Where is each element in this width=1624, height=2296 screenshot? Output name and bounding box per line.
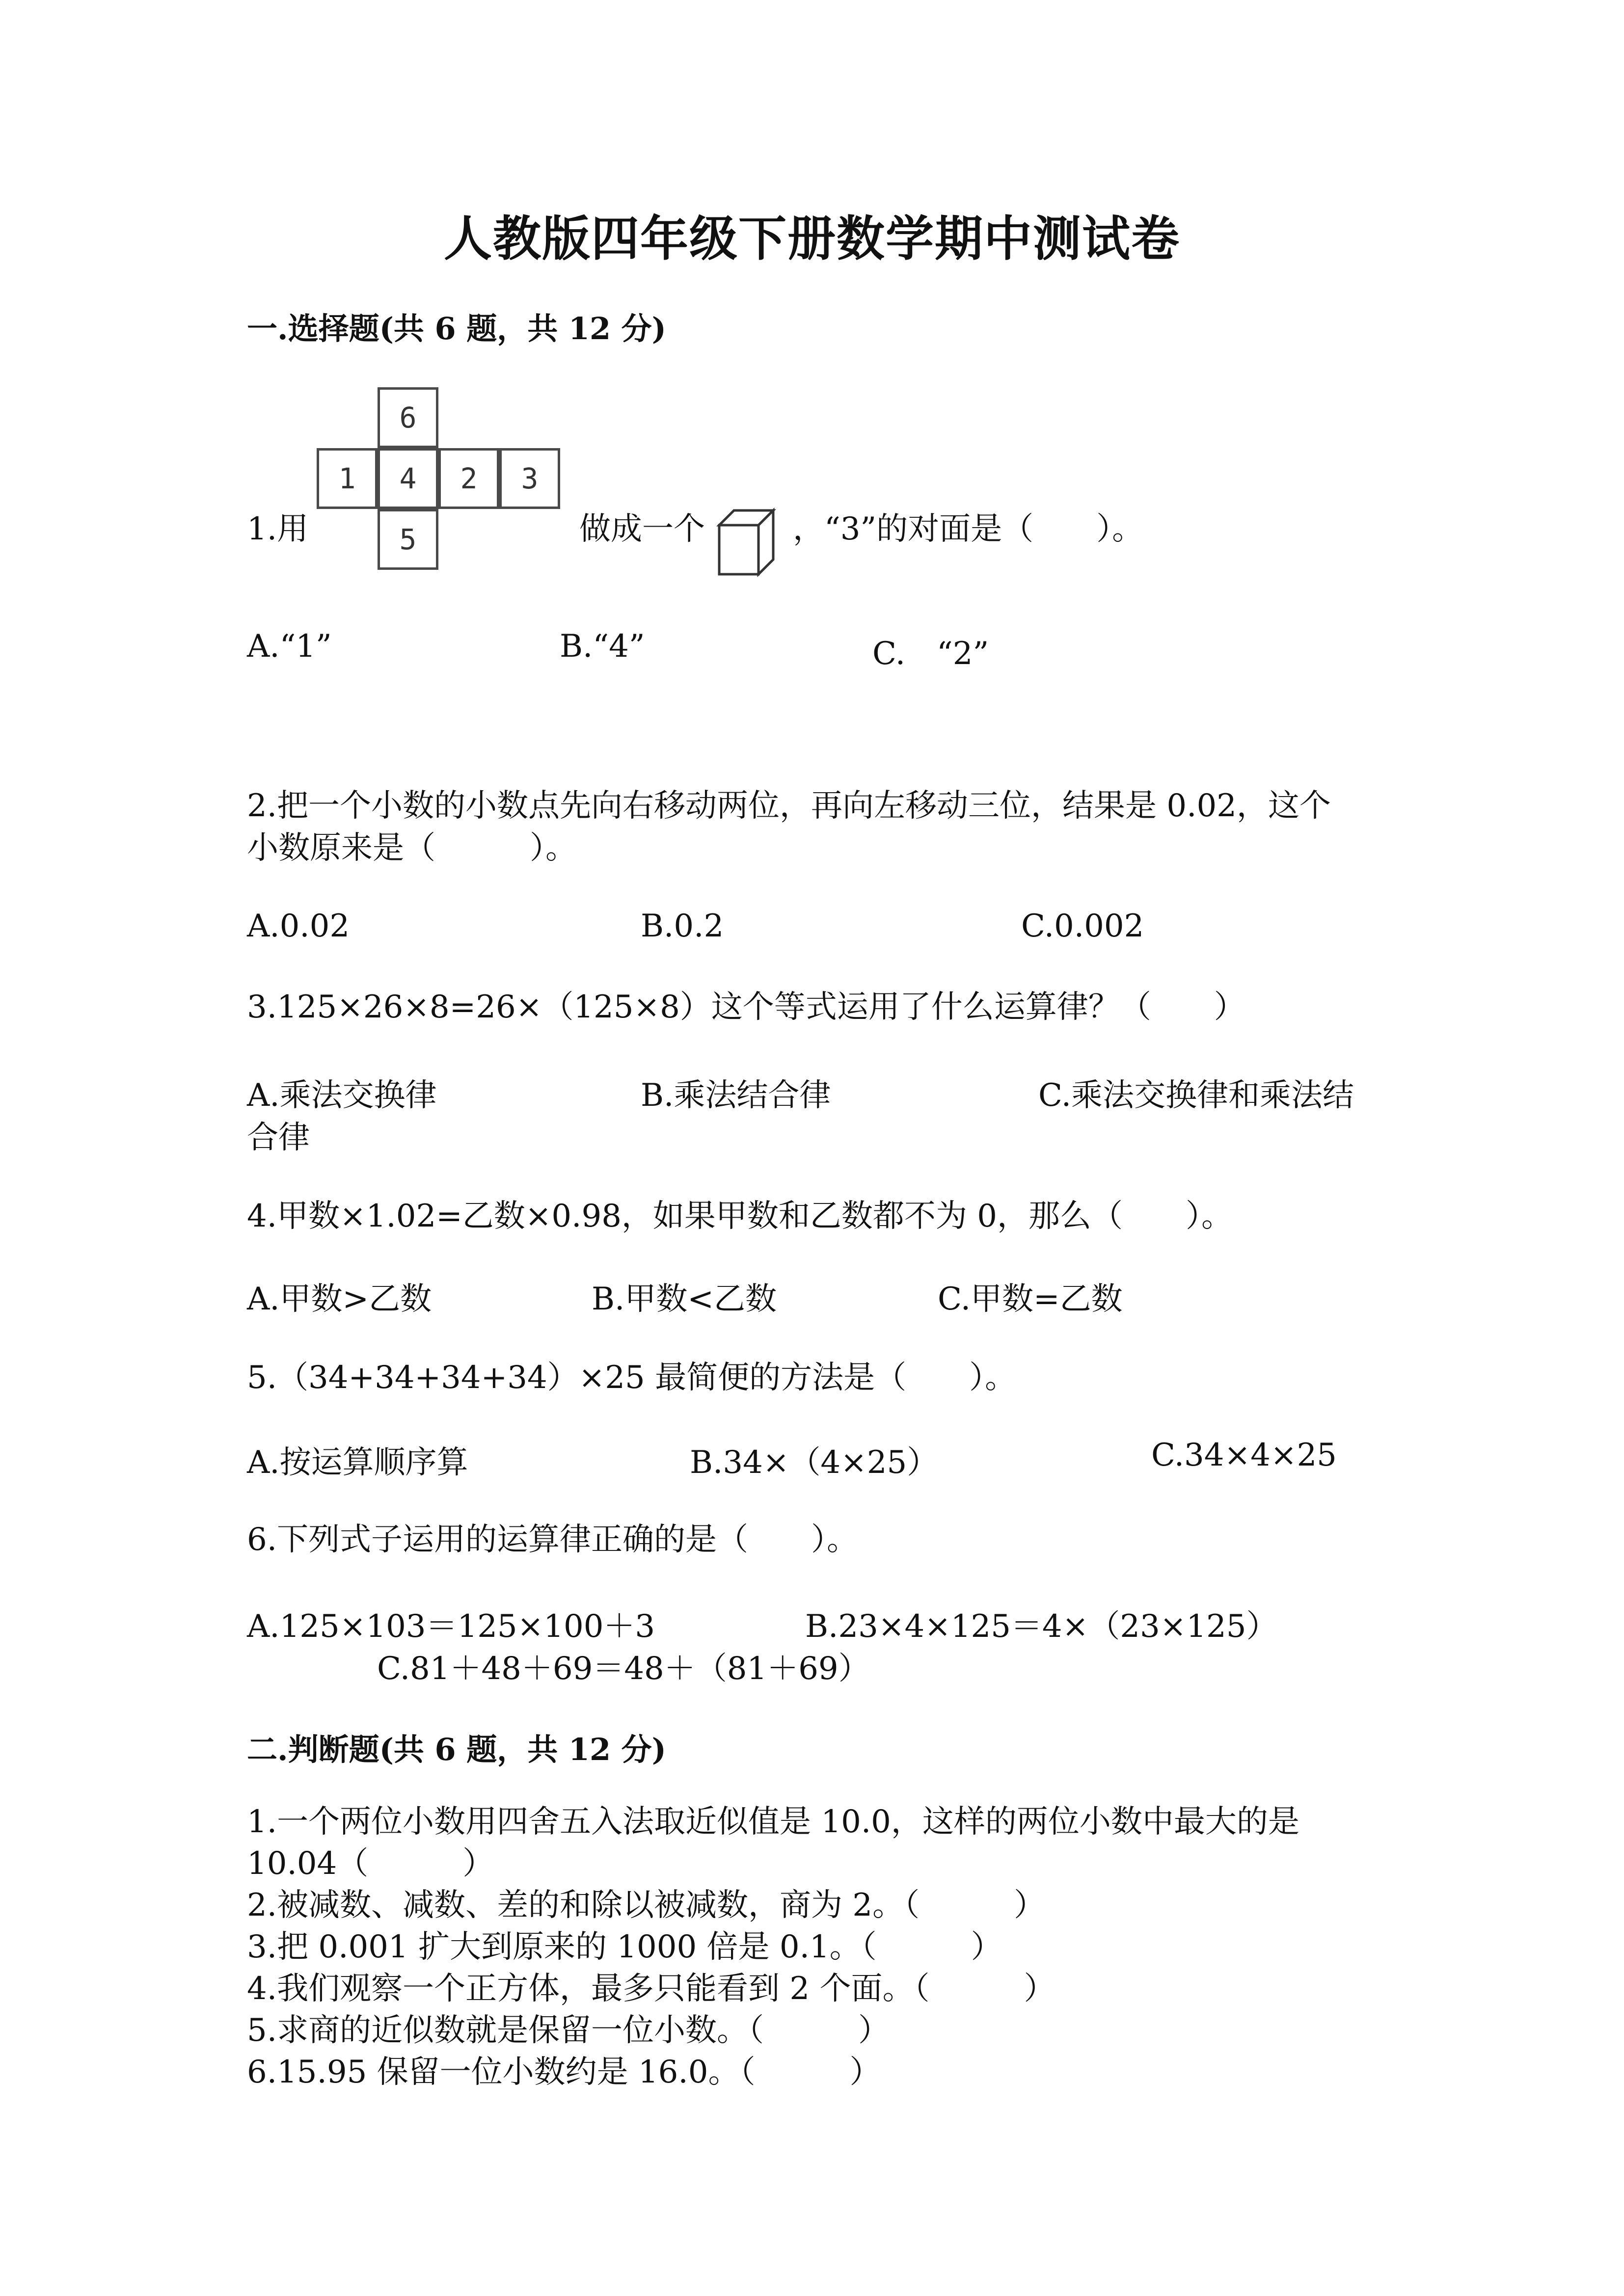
q5-option-b[interactable]: B.34×（4×25）: [690, 1444, 939, 1481]
question-1-prefix: 1.用: [247, 511, 309, 547]
q1-option-b[interactable]: B.“4”: [560, 628, 645, 665]
judgment-item-2: 2.被减数、减数、差的和除以被减数，商为 2。（ ）: [247, 1887, 1046, 1923]
question-6-text: 6.下列式子运用的运算律正确的是（ ）。: [247, 1522, 859, 1558]
net-cell-right1: 2: [438, 448, 499, 509]
q2-option-a[interactable]: A.0.02: [247, 908, 350, 944]
net-cell-top: 6: [378, 387, 438, 448]
q5-option-a[interactable]: A.按运算顺序算: [247, 1444, 468, 1481]
cube-net-figure: [317, 387, 562, 574]
q6-option-a[interactable]: A.125×103＝125×100＋3: [247, 1608, 655, 1645]
q1-option-a[interactable]: A.“1”: [247, 628, 332, 665]
net-cell-right2: 3: [499, 448, 560, 509]
judgment-item-6: 6.15.95 保留一位小数约是 16.0。（ ）: [247, 2054, 881, 2090]
cube-icon: [714, 506, 778, 579]
question-1-middle: 做成一个: [579, 511, 705, 547]
question-5-text: 5.（34+34+34+34）×25 最简便的方法是（ ）。: [247, 1360, 1017, 1396]
q6-option-c[interactable]: C.81＋48＋69＝48＋（81＋69）: [377, 1651, 870, 1687]
q5-option-c[interactable]: C.34×4×25: [1151, 1437, 1337, 1473]
judgment-item-4: 4.我们观察一个正方体，最多只能看到 2 个面。（ ）: [247, 1971, 1056, 2007]
q3-option-c-wrap: 合律: [247, 1120, 310, 1156]
judgment-item-5: 5.求商的近似数就是保留一位小数。（ ）: [247, 2012, 890, 2049]
net-cell-bottom: 5: [378, 509, 438, 570]
page-title: 人教版四年级下册数学期中测试卷: [443, 211, 1180, 267]
q4-option-c[interactable]: C.甲数=乙数: [938, 1281, 1123, 1317]
q3-option-a[interactable]: A.乘法交换律: [247, 1077, 437, 1114]
q2-option-c[interactable]: C.0.002: [1021, 908, 1144, 944]
net-cell-center: 4: [378, 448, 438, 509]
q2-option-b[interactable]: B.0.2: [641, 908, 724, 944]
question-4-text: 4.甲数×1.02=乙数×0.98，如果甲数和乙数都不为 0，那么（ ）。: [247, 1198, 1233, 1234]
q1-option-c[interactable]: C. “2”: [872, 636, 989, 672]
section-heading-judgment: 二.判断题(共 6 题，共 12 分): [247, 1732, 667, 1767]
q4-option-a[interactable]: A.甲数>乙数: [247, 1281, 432, 1317]
question-2-line2: 小数原来是（ ）。: [247, 830, 577, 866]
judgment-item-1-cont: 10.04（ ）: [247, 1845, 494, 1882]
judgment-item-1: 1.一个两位小数用四舍五入法取近似值是 10.0，这样的两位小数中最大的是: [247, 1804, 1299, 1840]
q4-option-b[interactable]: B.甲数<乙数: [592, 1281, 777, 1317]
question-2-line1: 2.把一个小数的小数点先向右移动两位，再向左移动三位，结果是 0.02，这个: [247, 788, 1331, 824]
q6-option-b[interactable]: B.23×4×125＝4×（23×125）: [805, 1608, 1278, 1645]
q3-option-c[interactable]: C.乘法交换律和乘法结: [1038, 1077, 1354, 1114]
q3-option-b[interactable]: B.乘法结合律: [641, 1077, 831, 1114]
question-1-suffix: ，“3”的对面是（ ）。: [793, 511, 1144, 547]
judgment-item-3: 3.把 0.001 扩大到原来的 1000 倍是 0.1。（ ）: [247, 1929, 1002, 1965]
section-heading-choice: 一.选择题(共 6 题，共 12 分): [247, 311, 667, 347]
question-3-text: 3.125×26×8=26×（125×8）这个等式运用了什么运算律？（ ）: [247, 989, 1245, 1025]
net-cell-left: 1: [317, 448, 378, 509]
